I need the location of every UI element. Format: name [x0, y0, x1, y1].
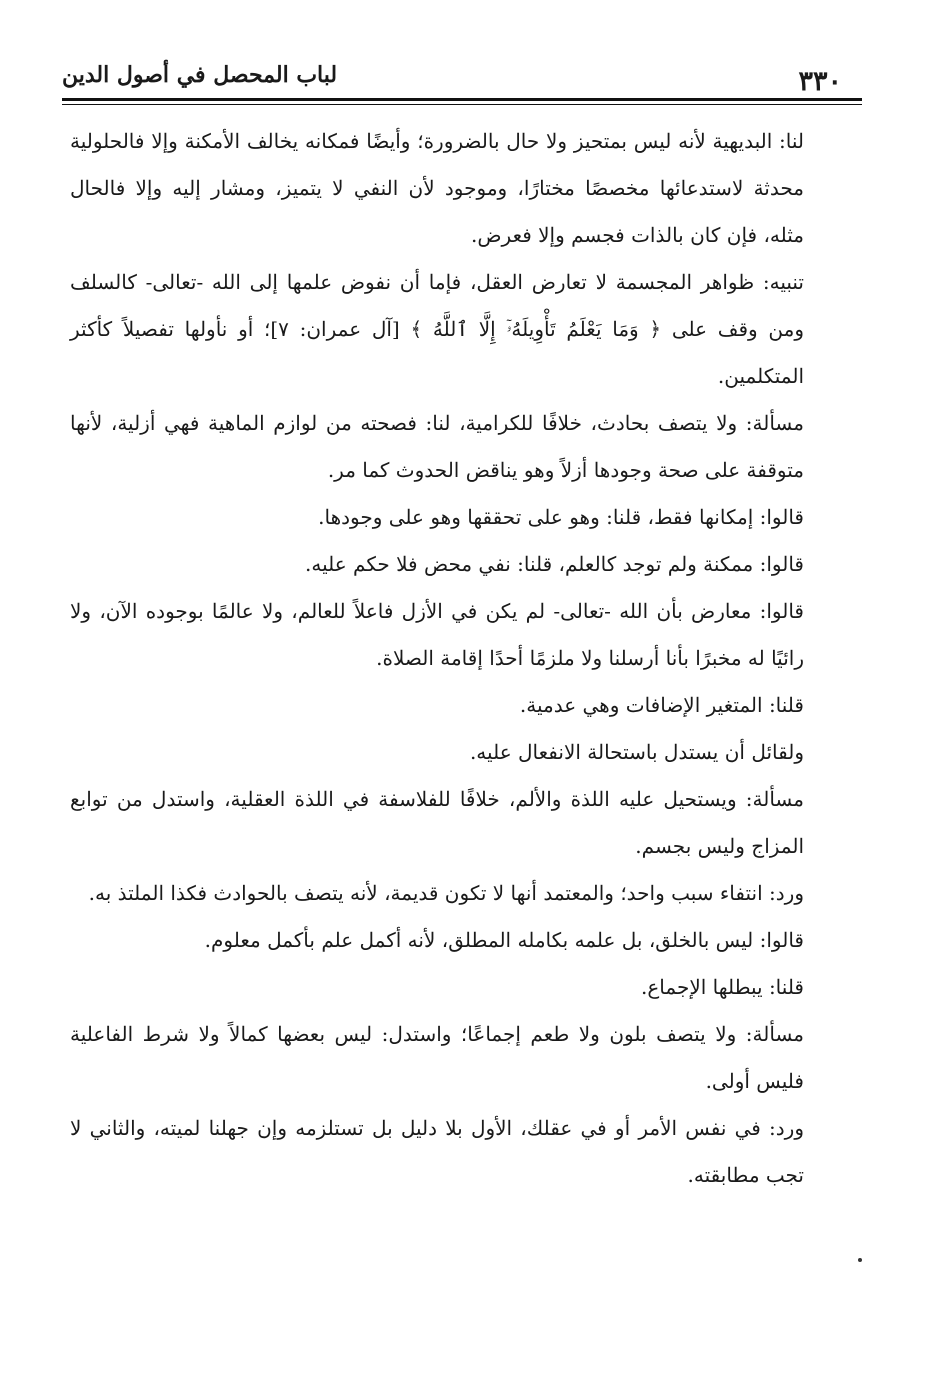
book-title: لباب المحصل في أصول الدين — [62, 62, 338, 88]
paragraph: قالوا: ممكنة ولم توجد كالعلم، قلنا: نفي محض فلا حكم عليه. — [304, 552, 804, 576]
paragraph: تنبيه: ظواهر المجسمة لا تعارض العقل، فإما أن نفوض علمها إلى الله -تعالى- كالسلف ومن وقف على ﴿ وَمَا يَعْلَمُ تَأْوِيلَهُۥٓ إِلَّا ٱللَّهُ ﴾ [آل عمران: ٧]؛ أو نأولها تفصيلاً كأكثر المتكلمين. — [70, 270, 804, 388]
paragraph: قالوا: إمكانها فقط، قلنا: وهو على تحققها وهو على وجودها. — [318, 505, 804, 529]
paragraph: مسألة: ويستحيل عليه اللذة والألم، خلافًا للفلاسفة في اللذة العقلية، واستدل من توابع المزاج وليس بجسم. — [70, 787, 804, 858]
paragraph: ولقائل أن يستدل باستحالة الانفعال عليه. — [469, 740, 804, 764]
page-number: ٣٣٠ — [798, 66, 842, 97]
paragraph: قلنا: يبطلها الإجماع. — [641, 975, 804, 999]
paragraph: قلنا: المتغير الإضافات وهي عدمية. — [519, 693, 804, 717]
paragraph: قالوا: معارض بأن الله -تعالى- لم يكن في الأزل فاعلاً للعالم، ولا عالمًا بوجوده الآن، ولا رائيًا له مخبرًا بأنا أرسلنا ولا ملزمًا أحدًا إقامة الصلاة. — [70, 599, 804, 670]
page-header — [62, 58, 862, 98]
header-rule — [62, 98, 862, 101]
header-rule-thin — [62, 104, 862, 105]
paragraph: مسألة: ولا يتصف بلون ولا طعم إجماعًا؛ واستدل: ليس بعضها كمالاً ولا شرط الفاعلية فليس أولى. — [70, 1022, 804, 1093]
paragraph: مسألة: ولا يتصف بحادث، خلافًا للكرامية، لنا: فصحته من لوازم الماهية فهي أزلية، لأنها متوقفة على صحة وجودها أزلاً وهو يناقض الحدوث كما مر. — [70, 411, 804, 482]
page-body — [70, 118, 836, 1199]
paragraph: ورد: في نفس الأمر أو في عقلك، الأول بلا دليل بل تستلزمه وإن جهلنا لميته، والثاني لا تجب مطابقته. — [70, 1116, 804, 1187]
paragraph: قالوا: ليس بالخلق، بل علمه بكامله المطلق، لأنه أكمل علم بأكمل معلوم. — [204, 928, 804, 952]
paragraph: لنا: البديهية لأنه ليس بمتحيز ولا حال بالضرورة؛ وأيضًا فمكانه يخالف الأمكنة وإلا فالحلولية محدثة لاستدعائها مخصصًا مختارًا، وموجود لأن النفي لا يتميز، ومشار إليه وإلا فالحال مثله، فإن كان بالذات فجسم وإلا فعرض. — [70, 129, 804, 247]
paragraph: ورد: انتفاء سبب واحد؛ والمعتمد أنها لا تكون قديمة، لأنه يتصف بالحوادث فكذا الملتذ به. — [88, 881, 804, 905]
margin-mark — [858, 1258, 862, 1262]
